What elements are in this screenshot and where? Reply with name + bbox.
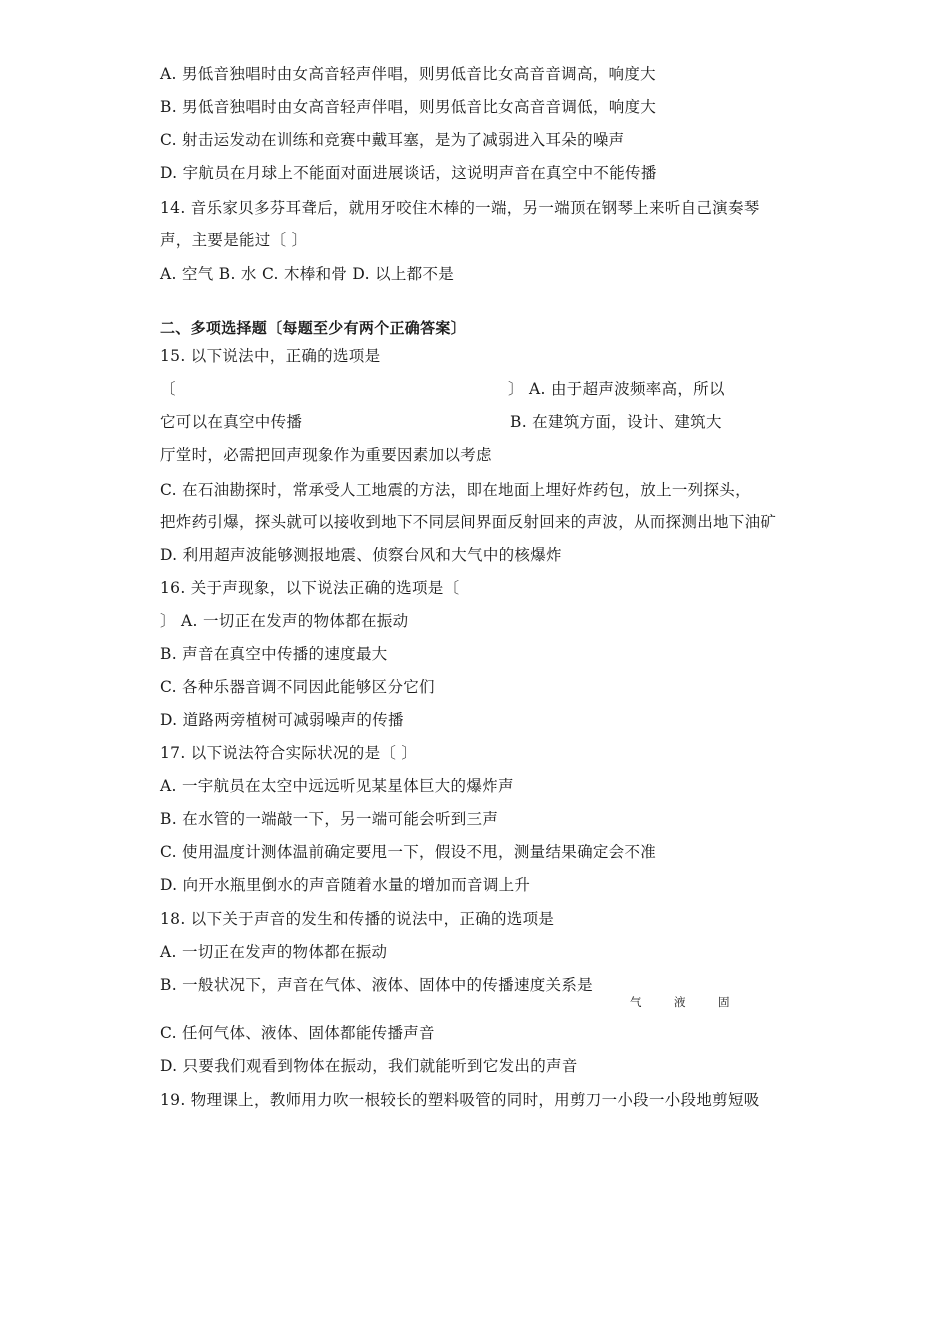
q15-option-c-line2: 把炸药引爆，探头就可以接收到地下不同层间界面反射回来的声波，从而探测出地下油矿	[160, 513, 777, 531]
q16-option-b: B. 声音在真空中传播的速度最大	[160, 645, 388, 663]
q13-option-d: D. 宇航员在月球上不能面对面进展谈话，这说明声音在真空中不能传播	[160, 164, 657, 182]
q17-option-d: D. 向开水瓶里倒水的声音随着水量的增加而音调上升	[160, 876, 531, 894]
q15-option-d: D. 利用超声波能够测报地震、侦察台风和大气中的核爆炸	[160, 546, 562, 564]
q13-option-c: C. 射击运发动在训练和竞赛中戴耳塞，是为了减弱进入耳朵的噪声	[160, 131, 625, 149]
q14-options: A. 空气 B. 水 C. 木棒和骨 D. 以上都不是	[160, 265, 455, 283]
q18-option-c: C. 任何气体、液体、固体都能传播声音	[160, 1024, 435, 1042]
section-heading-multiple-choice: 二、多项选择题〔每题至少有两个正确答案〕	[160, 319, 467, 337]
q18-label-gas: 气	[630, 995, 642, 1009]
q15-option-b-end: 厅堂时，必需把回声现象作为重要因素加以考虑	[160, 446, 492, 464]
q17-option-b: B. 在水管的一端敲一下，另一端可能会听到三声	[160, 810, 499, 828]
q18-stem: 18. 以下关于声音的发生和传播的说法中，正确的选项是	[160, 910, 555, 928]
q16-option-a: 〕 A. 一切正在发声的物体都在振动	[160, 612, 409, 630]
q14-stem-line2: 声，主要是能过〔 〕	[160, 231, 308, 249]
q13-option-b: B. 男低音独唱时由女高音轻声伴唱，则男低音比女高音音调低，响度大	[160, 98, 657, 116]
q17-stem: 17. 以下说法符合实际状况的是〔 〕	[160, 744, 418, 762]
q15-option-c-line1: C. 在石油勘探时，常承受人工地震的方法，即在地面上埋好炸药包，放上一列探头，	[160, 481, 751, 499]
q15-option-b-start: B. 在建筑方面，设计、建筑大	[510, 413, 722, 431]
q14-stem-line1: 14. 音乐家贝多芬耳聋后，就用牙咬住木棒的一端，另一端顶在钢琴上来听自己演奏琴	[160, 199, 760, 217]
q18-option-d: D. 只要我们观看到物体在振动，我们就能听到它发出的声音	[160, 1057, 578, 1075]
q18-label-solid: 固	[718, 995, 730, 1009]
q16-stem: 16. 关于声现象，以下说法正确的选项是〔	[160, 579, 460, 597]
q17-option-a: A. 一宇航员在太空中远远听见某星体巨大的爆炸声	[160, 777, 514, 795]
q15-stem: 15. 以下说法中，正确的选项是	[160, 347, 381, 365]
q16-option-d: D. 道路两旁植树可减弱噪声的传播	[160, 711, 404, 729]
q15-bracket-open: 〔	[160, 380, 176, 398]
q18-label-liquid: 液	[674, 995, 686, 1009]
q16-option-c: C. 各种乐器音调不同因此能够区分它们	[160, 678, 435, 696]
q18-option-b: B. 一般状况下，声音在气体、液体、固体中的传播速度关系是	[160, 976, 593, 994]
q17-option-c: C. 使用温度计测体温前确定要甩一下，假设不甩，测量结果确定会不准	[160, 843, 657, 861]
q13-option-a: A. 男低音独唱时由女高音轻声伴唱，则男低音比女高音音调高，响度大	[160, 65, 656, 83]
q18-option-a: A. 一切正在发声的物体都在振动	[160, 943, 388, 961]
q15-option-a-start: 〕 A. 由于超声波频率高，所以	[508, 380, 725, 398]
q15-option-a-end: 它可以在真空中传播	[160, 413, 303, 431]
q19-stem-line1: 19. 物理课上，教师用力吹一根较长的塑料吸管的同时，用剪刀一小段一小段地剪短吸	[160, 1091, 760, 1109]
